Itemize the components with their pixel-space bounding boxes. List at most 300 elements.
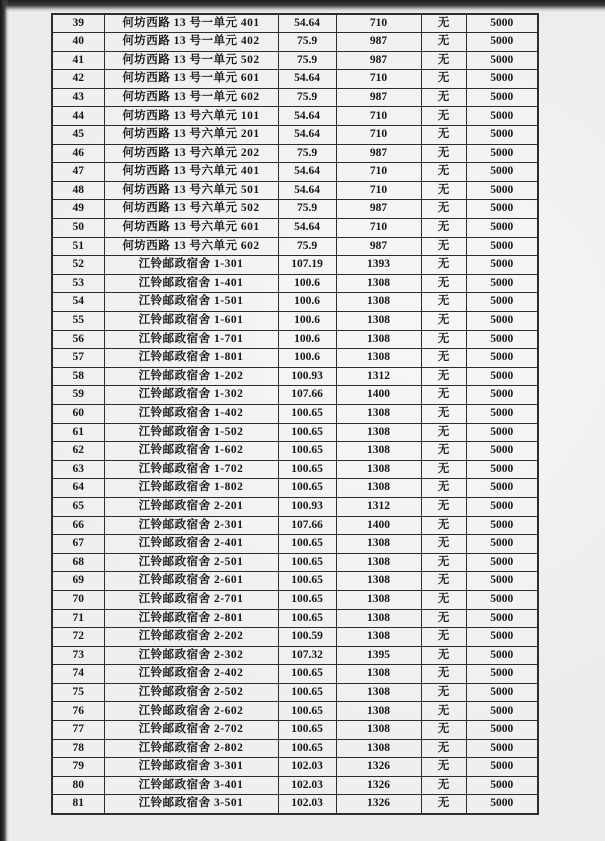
cell-amount: 1312 [336,367,421,386]
cell-area: 100.6 [278,293,336,312]
table-row [52,349,538,368]
cell-amount: 1308 [336,702,421,721]
cell-note: 无 [421,516,466,535]
cell-row-number: 41 [52,51,104,70]
cell-amount: 1308 [336,460,421,479]
table-body [52,14,538,814]
cell-amount: 1308 [336,590,421,609]
cell-area: 54.64 [278,126,336,145]
cell-amount: 1308 [336,349,421,368]
cell-area: 100.65 [278,535,336,554]
cell-location: 何坊西路 13 号六单元 101 [104,107,278,126]
table-row [52,274,538,293]
cell-subsidy: 5000 [466,590,538,609]
cell-row-number: 80 [52,776,104,795]
cell-note: 无 [421,200,466,219]
cell-location: 江铃邮政宿舍 2-602 [104,702,278,721]
cell-area: 75.9 [278,33,336,52]
cell-subsidy: 5000 [466,683,538,702]
cell-subsidy: 5000 [466,330,538,349]
cell-row-number: 81 [52,795,104,814]
cell-note: 无 [421,88,466,107]
cell-location: 江铃邮政宿舍 2-201 [104,497,278,516]
scan-edge-left [0,0,9,841]
cell-subsidy: 5000 [466,795,538,814]
cell-area: 100.65 [278,702,336,721]
cell-note: 无 [421,665,466,684]
cell-amount: 710 [336,163,421,182]
cell-location: 江铃邮政宿舍 3-501 [104,795,278,814]
table-row [52,776,538,795]
cell-amount: 1326 [336,795,421,814]
cell-subsidy: 5000 [466,181,538,200]
cell-amount: 1308 [336,330,421,349]
cell-amount: 1308 [336,479,421,498]
cell-amount: 1308 [336,274,421,293]
cell-amount: 1308 [336,721,421,740]
cell-location: 江铃邮政宿舍 2-401 [104,535,278,554]
cell-row-number: 79 [52,758,104,777]
cell-area: 100.59 [278,628,336,647]
cell-subsidy: 5000 [466,349,538,368]
cell-note: 无 [421,293,466,312]
table-row [52,293,538,312]
cell-note: 无 [421,590,466,609]
cell-amount: 987 [336,200,421,219]
cell-location: 江铃邮政宿舍 2-402 [104,665,278,684]
table-row [52,126,538,145]
cell-row-number: 65 [52,497,104,516]
cell-location: 江铃邮政宿舍 1-202 [104,367,278,386]
table-row [52,88,538,107]
cell-amount: 1308 [336,628,421,647]
cell-row-number: 58 [52,367,104,386]
cell-amount: 1326 [336,776,421,795]
cell-subsidy: 5000 [466,219,538,238]
cell-amount: 1308 [336,404,421,423]
cell-note: 无 [421,237,466,256]
cell-amount: 1400 [336,386,421,405]
cell-area: 75.9 [278,200,336,219]
table-row [52,758,538,777]
cell-row-number: 64 [52,479,104,498]
cell-subsidy: 5000 [466,776,538,795]
cell-subsidy: 5000 [466,88,538,107]
table-row [52,237,538,256]
cell-subsidy: 5000 [466,51,538,70]
cell-area: 75.9 [278,237,336,256]
cell-subsidy: 5000 [466,33,538,52]
cell-location: 何坊西路 13 号六单元 201 [104,126,278,145]
cell-location: 何坊西路 13 号一单元 402 [104,33,278,52]
cell-area: 107.66 [278,386,336,405]
cell-row-number: 66 [52,516,104,535]
cell-location: 江铃邮政宿舍 1-502 [104,423,278,442]
cell-amount: 1308 [336,312,421,331]
cell-note: 无 [421,181,466,200]
cell-subsidy: 5000 [466,460,538,479]
cell-location: 何坊西路 13 号一单元 401 [104,14,278,33]
table-row [52,702,538,721]
cell-area: 100.6 [278,312,336,331]
cell-row-number: 50 [52,219,104,238]
cell-note: 无 [421,107,466,126]
cell-location: 何坊西路 13 号六单元 602 [104,237,278,256]
cell-location: 江铃邮政宿舍 1-702 [104,460,278,479]
cell-note: 无 [421,274,466,293]
cell-subsidy: 5000 [466,646,538,665]
cell-note: 无 [421,795,466,814]
cell-note: 无 [421,572,466,591]
table-row [52,572,538,591]
cell-amount: 1308 [336,665,421,684]
cell-area: 100.65 [278,739,336,758]
cell-row-number: 72 [52,628,104,647]
table-row [52,386,538,405]
cell-location: 江铃邮政宿舍 2-601 [104,572,278,591]
cell-area: 100.65 [278,442,336,461]
cell-area: 100.65 [278,404,336,423]
cell-note: 无 [421,330,466,349]
cell-area: 100.65 [278,609,336,628]
cell-row-number: 39 [52,14,104,33]
cell-amount: 710 [336,126,421,145]
cell-area: 107.19 [278,256,336,275]
cell-subsidy: 5000 [466,107,538,126]
table-row [52,219,538,238]
cell-location: 江铃邮政宿舍 1-801 [104,349,278,368]
cell-subsidy: 5000 [466,312,538,331]
cell-note: 无 [421,683,466,702]
cell-subsidy: 5000 [466,721,538,740]
cell-area: 100.65 [278,665,336,684]
cell-row-number: 53 [52,274,104,293]
cell-area: 100.65 [278,590,336,609]
cell-note: 无 [421,739,466,758]
cell-amount: 987 [336,237,421,256]
cell-note: 无 [421,312,466,331]
table-row [52,516,538,535]
cell-note: 无 [421,126,466,145]
cell-amount: 1393 [336,256,421,275]
cell-subsidy: 5000 [466,739,538,758]
table-row [52,144,538,163]
cell-location: 江铃邮政宿舍 2-801 [104,609,278,628]
cell-note: 无 [421,460,466,479]
table-row [52,163,538,182]
cell-row-number: 78 [52,739,104,758]
cell-row-number: 51 [52,237,104,256]
cell-amount: 1308 [336,553,421,572]
cell-subsidy: 5000 [466,628,538,647]
table-row [52,479,538,498]
cell-row-number: 73 [52,646,104,665]
cell-area: 102.03 [278,795,336,814]
cell-row-number: 44 [52,107,104,126]
cell-area: 75.9 [278,144,336,163]
cell-location: 江铃邮政宿舍 1-302 [104,386,278,405]
cell-area: 75.9 [278,51,336,70]
table-row [52,628,538,647]
cell-row-number: 77 [52,721,104,740]
cell-location: 江铃邮政宿舍 1-501 [104,293,278,312]
cell-note: 无 [421,219,466,238]
cell-subsidy: 5000 [466,702,538,721]
cell-subsidy: 5000 [466,423,538,442]
cell-location: 何坊西路 13 号一单元 601 [104,70,278,89]
cell-row-number: 63 [52,460,104,479]
table-row [52,33,538,52]
cell-location: 江铃邮政宿舍 2-502 [104,683,278,702]
cell-row-number: 60 [52,404,104,423]
cell-area: 100.93 [278,367,336,386]
cell-subsidy: 5000 [466,572,538,591]
cell-location: 江铃邮政宿舍 3-401 [104,776,278,795]
cell-row-number: 74 [52,665,104,684]
cell-subsidy: 5000 [466,535,538,554]
cell-note: 无 [421,535,466,554]
cell-note: 无 [421,553,466,572]
cell-subsidy: 5000 [466,553,538,572]
cell-subsidy: 5000 [466,274,538,293]
cell-subsidy: 5000 [466,367,538,386]
cell-area: 100.6 [278,349,336,368]
cell-amount: 710 [336,107,421,126]
cell-subsidy: 5000 [466,404,538,423]
table-row [52,256,538,275]
cell-subsidy: 5000 [466,200,538,219]
cell-subsidy: 5000 [466,70,538,89]
cell-row-number: 69 [52,572,104,591]
scan-edge-top [0,0,605,12]
cell-area: 100.65 [278,553,336,572]
cell-area: 100.65 [278,572,336,591]
table-row [52,181,538,200]
cell-location: 何坊西路 13 号六单元 401 [104,163,278,182]
cell-amount: 710 [336,219,421,238]
cell-area: 102.03 [278,776,336,795]
cell-note: 无 [421,423,466,442]
cell-note: 无 [421,702,466,721]
table-row [52,330,538,349]
cell-note: 无 [421,51,466,70]
table-row [52,200,538,219]
cell-area: 107.32 [278,646,336,665]
table-row [52,312,538,331]
cell-location: 江铃邮政宿舍 2-202 [104,628,278,647]
cell-note: 无 [421,646,466,665]
cell-row-number: 49 [52,200,104,219]
cell-row-number: 47 [52,163,104,182]
cell-note: 无 [421,33,466,52]
table-row [52,609,538,628]
cell-note: 无 [421,479,466,498]
table-row [52,14,538,33]
cell-location: 江铃邮政宿舍 3-301 [104,758,278,777]
cell-row-number: 75 [52,683,104,702]
cell-location: 江铃邮政宿舍 2-802 [104,739,278,758]
cell-amount: 1308 [336,572,421,591]
cell-location: 江铃邮政宿舍 1-401 [104,274,278,293]
table-row [52,739,538,758]
cell-amount: 710 [336,14,421,33]
table-row [52,51,538,70]
cell-location: 何坊西路 13 号六单元 501 [104,181,278,200]
cell-note: 无 [421,497,466,516]
cell-row-number: 68 [52,553,104,572]
table-row [52,646,538,665]
cell-area: 54.64 [278,219,336,238]
cell-location: 何坊西路 13 号六单元 202 [104,144,278,163]
cell-location: 江铃邮政宿舍 2-301 [104,516,278,535]
cell-area: 100.65 [278,460,336,479]
cell-note: 无 [421,609,466,628]
cell-amount: 987 [336,33,421,52]
cell-area: 107.66 [278,516,336,535]
cell-amount: 1308 [336,683,421,702]
cell-amount: 1308 [336,609,421,628]
cell-row-number: 59 [52,386,104,405]
cell-area: 54.64 [278,163,336,182]
cell-subsidy: 5000 [466,516,538,535]
table-row [52,535,538,554]
cell-area: 100.6 [278,274,336,293]
cell-area: 100.6 [278,330,336,349]
cell-note: 无 [421,144,466,163]
cell-amount: 1326 [336,758,421,777]
cell-subsidy: 5000 [466,237,538,256]
cell-subsidy: 5000 [466,758,538,777]
cell-amount: 1400 [336,516,421,535]
cell-area: 100.65 [278,479,336,498]
cell-subsidy: 5000 [466,163,538,182]
cell-row-number: 55 [52,312,104,331]
cell-note: 无 [421,14,466,33]
cell-amount: 987 [336,144,421,163]
cell-subsidy: 5000 [466,126,538,145]
cell-location: 江铃邮政宿舍 2-302 [104,646,278,665]
cell-amount: 1308 [336,442,421,461]
cell-amount: 1308 [336,293,421,312]
cell-subsidy: 5000 [466,442,538,461]
cell-row-number: 43 [52,88,104,107]
table-row [52,665,538,684]
cell-amount: 1308 [336,739,421,758]
cell-subsidy: 5000 [466,386,538,405]
table-row [52,107,538,126]
cell-area: 54.64 [278,181,336,200]
cell-amount: 1312 [336,497,421,516]
cell-location: 江铃邮政宿舍 1-602 [104,442,278,461]
table-row [52,404,538,423]
cell-row-number: 40 [52,33,104,52]
table-row [52,423,538,442]
cell-row-number: 67 [52,535,104,554]
cell-subsidy: 5000 [466,256,538,275]
cell-amount: 1308 [336,535,421,554]
cell-location: 何坊西路 13 号一单元 502 [104,51,278,70]
cell-note: 无 [421,367,466,386]
table-row [52,367,538,386]
cell-row-number: 71 [52,609,104,628]
cell-row-number: 62 [52,442,104,461]
cell-note: 无 [421,776,466,795]
table-row [52,442,538,461]
cell-subsidy: 5000 [466,497,538,516]
cell-row-number: 61 [52,423,104,442]
cell-row-number: 56 [52,330,104,349]
compensation-table [51,13,539,815]
cell-area: 54.64 [278,107,336,126]
cell-row-number: 76 [52,702,104,721]
cell-area: 54.64 [278,70,336,89]
cell-note: 无 [421,628,466,647]
cell-row-number: 46 [52,144,104,163]
cell-amount: 710 [336,181,421,200]
cell-location: 何坊西路 13 号六单元 502 [104,200,278,219]
cell-location: 何坊西路 13 号六单元 601 [104,219,278,238]
cell-note: 无 [421,349,466,368]
table-row [52,497,538,516]
cell-subsidy: 5000 [466,479,538,498]
cell-note: 无 [421,442,466,461]
table-row [52,70,538,89]
cell-subsidy: 5000 [466,293,538,312]
cell-note: 无 [421,386,466,405]
cell-note: 无 [421,256,466,275]
table-row [52,460,538,479]
cell-area: 102.03 [278,758,336,777]
cell-amount: 987 [336,88,421,107]
cell-row-number: 57 [52,349,104,368]
cell-note: 无 [421,721,466,740]
cell-location: 江铃邮政宿舍 2-702 [104,721,278,740]
table-row [52,795,538,814]
cell-subsidy: 5000 [466,665,538,684]
cell-area: 100.93 [278,497,336,516]
cell-amount: 987 [336,51,421,70]
cell-area: 54.64 [278,14,336,33]
cell-location: 江铃邮政宿舍 2-501 [104,553,278,572]
cell-row-number: 45 [52,126,104,145]
cell-note: 无 [421,163,466,182]
cell-note: 无 [421,70,466,89]
table-row [52,721,538,740]
table-row [52,553,538,572]
cell-subsidy: 5000 [466,609,538,628]
cell-subsidy: 5000 [466,144,538,163]
cell-note: 无 [421,758,466,777]
cell-area: 100.65 [278,721,336,740]
cell-row-number: 52 [52,256,104,275]
cell-amount: 1395 [336,646,421,665]
cell-area: 75.9 [278,88,336,107]
cell-row-number: 70 [52,590,104,609]
cell-row-number: 54 [52,293,104,312]
cell-location: 江铃邮政宿舍 1-301 [104,256,278,275]
cell-area: 100.65 [278,683,336,702]
cell-location: 江铃邮政宿舍 1-402 [104,404,278,423]
cell-subsidy: 5000 [466,14,538,33]
cell-location: 何坊西路 13 号一单元 602 [104,88,278,107]
table-row [52,590,538,609]
table-row [52,683,538,702]
cell-row-number: 48 [52,181,104,200]
cell-location: 江铃邮政宿舍 1-701 [104,330,278,349]
cell-location: 江铃邮政宿舍 1-601 [104,312,278,331]
cell-location: 江铃邮政宿舍 1-802 [104,479,278,498]
cell-amount: 710 [336,70,421,89]
